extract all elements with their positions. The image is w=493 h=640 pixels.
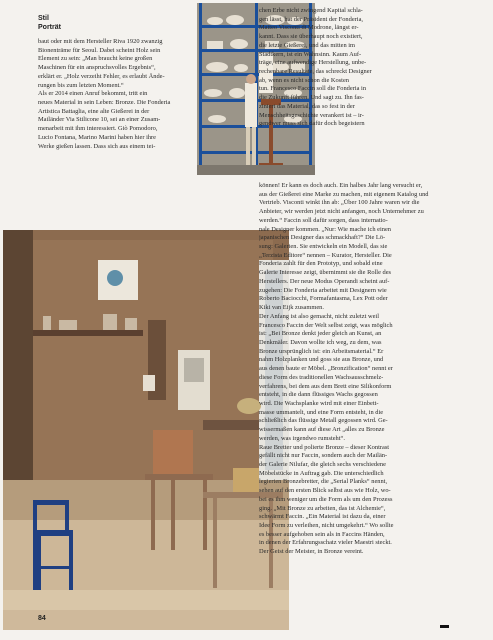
body-text-line: gefällt nicht nur Faccin, sondern auch der Mailän- [259,452,388,460]
body-text-line: baut oder mit dem Hersteller Riva 1920 zwanzig [38,38,163,45]
body-text-line: neues Material in sein Leben: Bronze. Die Fonderia [38,99,171,107]
body-text-line: schwärmt Faccin. „Ein Material ist dazu da, einer [259,513,386,521]
body-text-line: sehen auf den ersten Blick selbst aus wie Holz, wo- [259,487,391,495]
body-text-line: entsteht, in die dann flüssiges Wachs gegossen [259,391,378,399]
body-text-line: Roberto Baciocchi, Formafantasma, Lex Pott oder [259,295,388,303]
body-text-line: ab, wenn es nicht schon die Kosten [259,76,349,84]
body-text-line: nahm Holzplanken und goss sie aus Bronze, und [259,356,384,364]
body-text-line: wissermaßen kann auf diese Art „alles zu Bronze [259,426,385,434]
body-text-line: Francesco Faccin der Welt selbst zeigt, was möglich [259,321,393,329]
body-text-line: Maschinen für ein anspruchsvolles Ergebnis“, [38,64,156,72]
body-text-line: Der Anfang ist also gemacht, nicht zuletzt weil [259,312,379,320]
body-text-line: werden, was irgendwo rumsteht“. [259,434,345,442]
section-title: Stil [38,15,49,22]
body-text-line: Mailänder Via Stilicone 10, sei an einer Zusam- [38,116,161,124]
body-text-line: kannt. Dass sie überhaupt noch existiert, [259,33,363,41]
body-text-line: rechenbare Resultate, das schreckt Designer [259,68,372,76]
body-text-line: träge, eine aufwendige Herstellung, unbe- [259,59,367,67]
body-text-line: Bionenträme für Seoul. Dabei scheint Holz sein [38,46,161,54]
body-text-line: Artistica Battaglia, eine alte Gießerei in der [38,107,150,115]
body-text-line: ging. „Mit Bronze zu arbeiten, das ist Alchemie“, [259,504,386,512]
body-text-line: „Terzista Editore“ nennen – Kurator, Hersteller. Die [259,251,392,259]
body-text-line: nale Designer kommen. „Nur: Wie mache ich einen [259,225,392,233]
body-text-line: ziniert das Material, das so fest in der [259,102,355,110]
body-text-line: tun. Francesco Faccin soll die Fonderia in [259,85,367,93]
body-text-line: schließlich das flüssige Metall gegossen wird. Ge- [259,417,388,425]
body-text-line: Bronze ursprünglich ist: ein Arbeitsmaterial.“ Er [259,347,384,355]
body-text-line: zugehen: Die Fonderia arbeitet mit Designern wie [259,286,387,294]
body-text-line: Der Geist der Meister, in Bronze vereint. [259,548,364,556]
body-text-line: Idee Form zu verleihen, nicht umgekehrt.“ Wo sollte [259,522,394,530]
body-text-line: Herstellers. Der neue Modus Operandi scheint auf- [259,277,390,285]
body-text-line: die letzte Gießerei, und das mitten im [259,41,356,49]
body-text-line: rungen bis zum letzten Moment.“ [38,81,124,89]
body-text-line: wird. Die Wachsplanke wird mit einer Einbett- [259,399,379,407]
column-right-bottom [259,182,454,557]
body-text-line: Kiki van Eijk zusammen. [259,304,324,312]
body-text-line: Lucio Fontana, Marino Marini haben hier ihre [38,133,157,141]
body-text-line: diese Form des traditionellen Wachsausschmelz- [259,373,384,381]
body-text-line: gendwer muss sich dafür doch begeistern [259,120,365,128]
body-text-line: chen Erbe nicht zwingend Kapital schla- [259,7,363,14]
body-text-line: Vertrieb. Visconti winkt ihn ab: „Über 100 Jahre waren wir die [259,199,420,207]
body-text-line: können! Er kann es doch auch. Ein halbes Jahr lang versucht er, [259,182,423,189]
body-text-line: Galerie Interesse zeigt, übernimmt sie die Rolle des [259,269,392,277]
body-text-line: aus denen baute er Möbel. „Bronzification“ nennt er [259,365,393,373]
body-text-line: ist: „Bei Bronze denkt jeder gleich an Kunst, an [259,330,382,338]
body-text-line: masse ummantelt, und eine Form entsteht, in die [259,408,384,416]
body-text-line: in denen der Erfahrungsschatz vieler Maestri steckt. [259,539,392,547]
body-text-line: menarbeit mit ihm interessiert. Giò Pomodoro, [38,125,158,133]
body-text-line: werden.“ Faccin soll dafür sorgen, dass internatio- [259,216,388,224]
body-text-line: japanischen Designer das schmackhaft?“ Die Lö- [259,234,386,242]
section-label [38,14,61,32]
column-right-top [259,7,454,129]
body-text-line: verfahrens, bei dem aus dem Brett eine Silikonform [259,382,392,390]
body-text-line: legierten Bronzebretter, die „Serial Planks“ nennt, [259,478,388,486]
body-text-line: Raue Bretter und polierte Bronze – dieser Kontrast [259,443,390,451]
article-end-mark [440,625,449,628]
photo-foundry [3,230,289,630]
body-text-line: bei es ihm weniger um die Form als um den Prozess [259,495,393,503]
body-text-line: erklärt er. „Holz verzeiht Fehler, es erlaubt Ände- [38,72,165,80]
body-text-line: Fonderia zahlt für den Prototyp, und sobald eine [259,260,383,268]
body-text-line: Anbieter, wir werden jetzt nicht anfangen, noch Unternehmer zu [259,208,424,216]
section-subtitle: Porträt [38,24,61,31]
body-text-line: Als er 2014 einen Anruf bekommt, tritt ein [38,90,148,98]
body-text-line: der Galerie Nilufar, die gleich sechs verschiedene [259,461,386,468]
body-text-line: Element zu sein: „Man braucht keine großen [38,55,153,63]
body-text-line: Matteo Visconti di Modrone, längst er- [259,24,359,32]
body-text-line: sung: Galerien. Sie entwickeln ein Modell, das sie [259,243,388,251]
column-left [38,38,188,151]
body-text-line: gen lässt, hat der Präsident der Fonderia, [259,15,363,23]
body-text-line: es besser aufgehoben sein als in Faccins Händen, [259,530,385,538]
page-number: 84 [38,615,46,622]
body-text-line: Menschheitsgeschichte verankert ist – ir- [259,111,364,119]
body-text-line: aus der Gießerei eine Marke zu machen, mit eigenem Katalog und [259,190,429,198]
body-text-line: Stadtkern, ist ein Wahnsinn. Kaum Auf- [259,50,362,58]
body-text-line: Möbelstücke in Auftrag gab. Die unterschiedlich [259,469,384,477]
body-text-line: Denkmäler. Davon wollte ich weg, zu dem, was [259,338,382,346]
body-text-line: die Zukunft führen. Und sagt zu. Ihn fas- [259,94,364,102]
body-text-line: Werke gießen lassen. Dass sich aus einem tei- [38,142,156,150]
